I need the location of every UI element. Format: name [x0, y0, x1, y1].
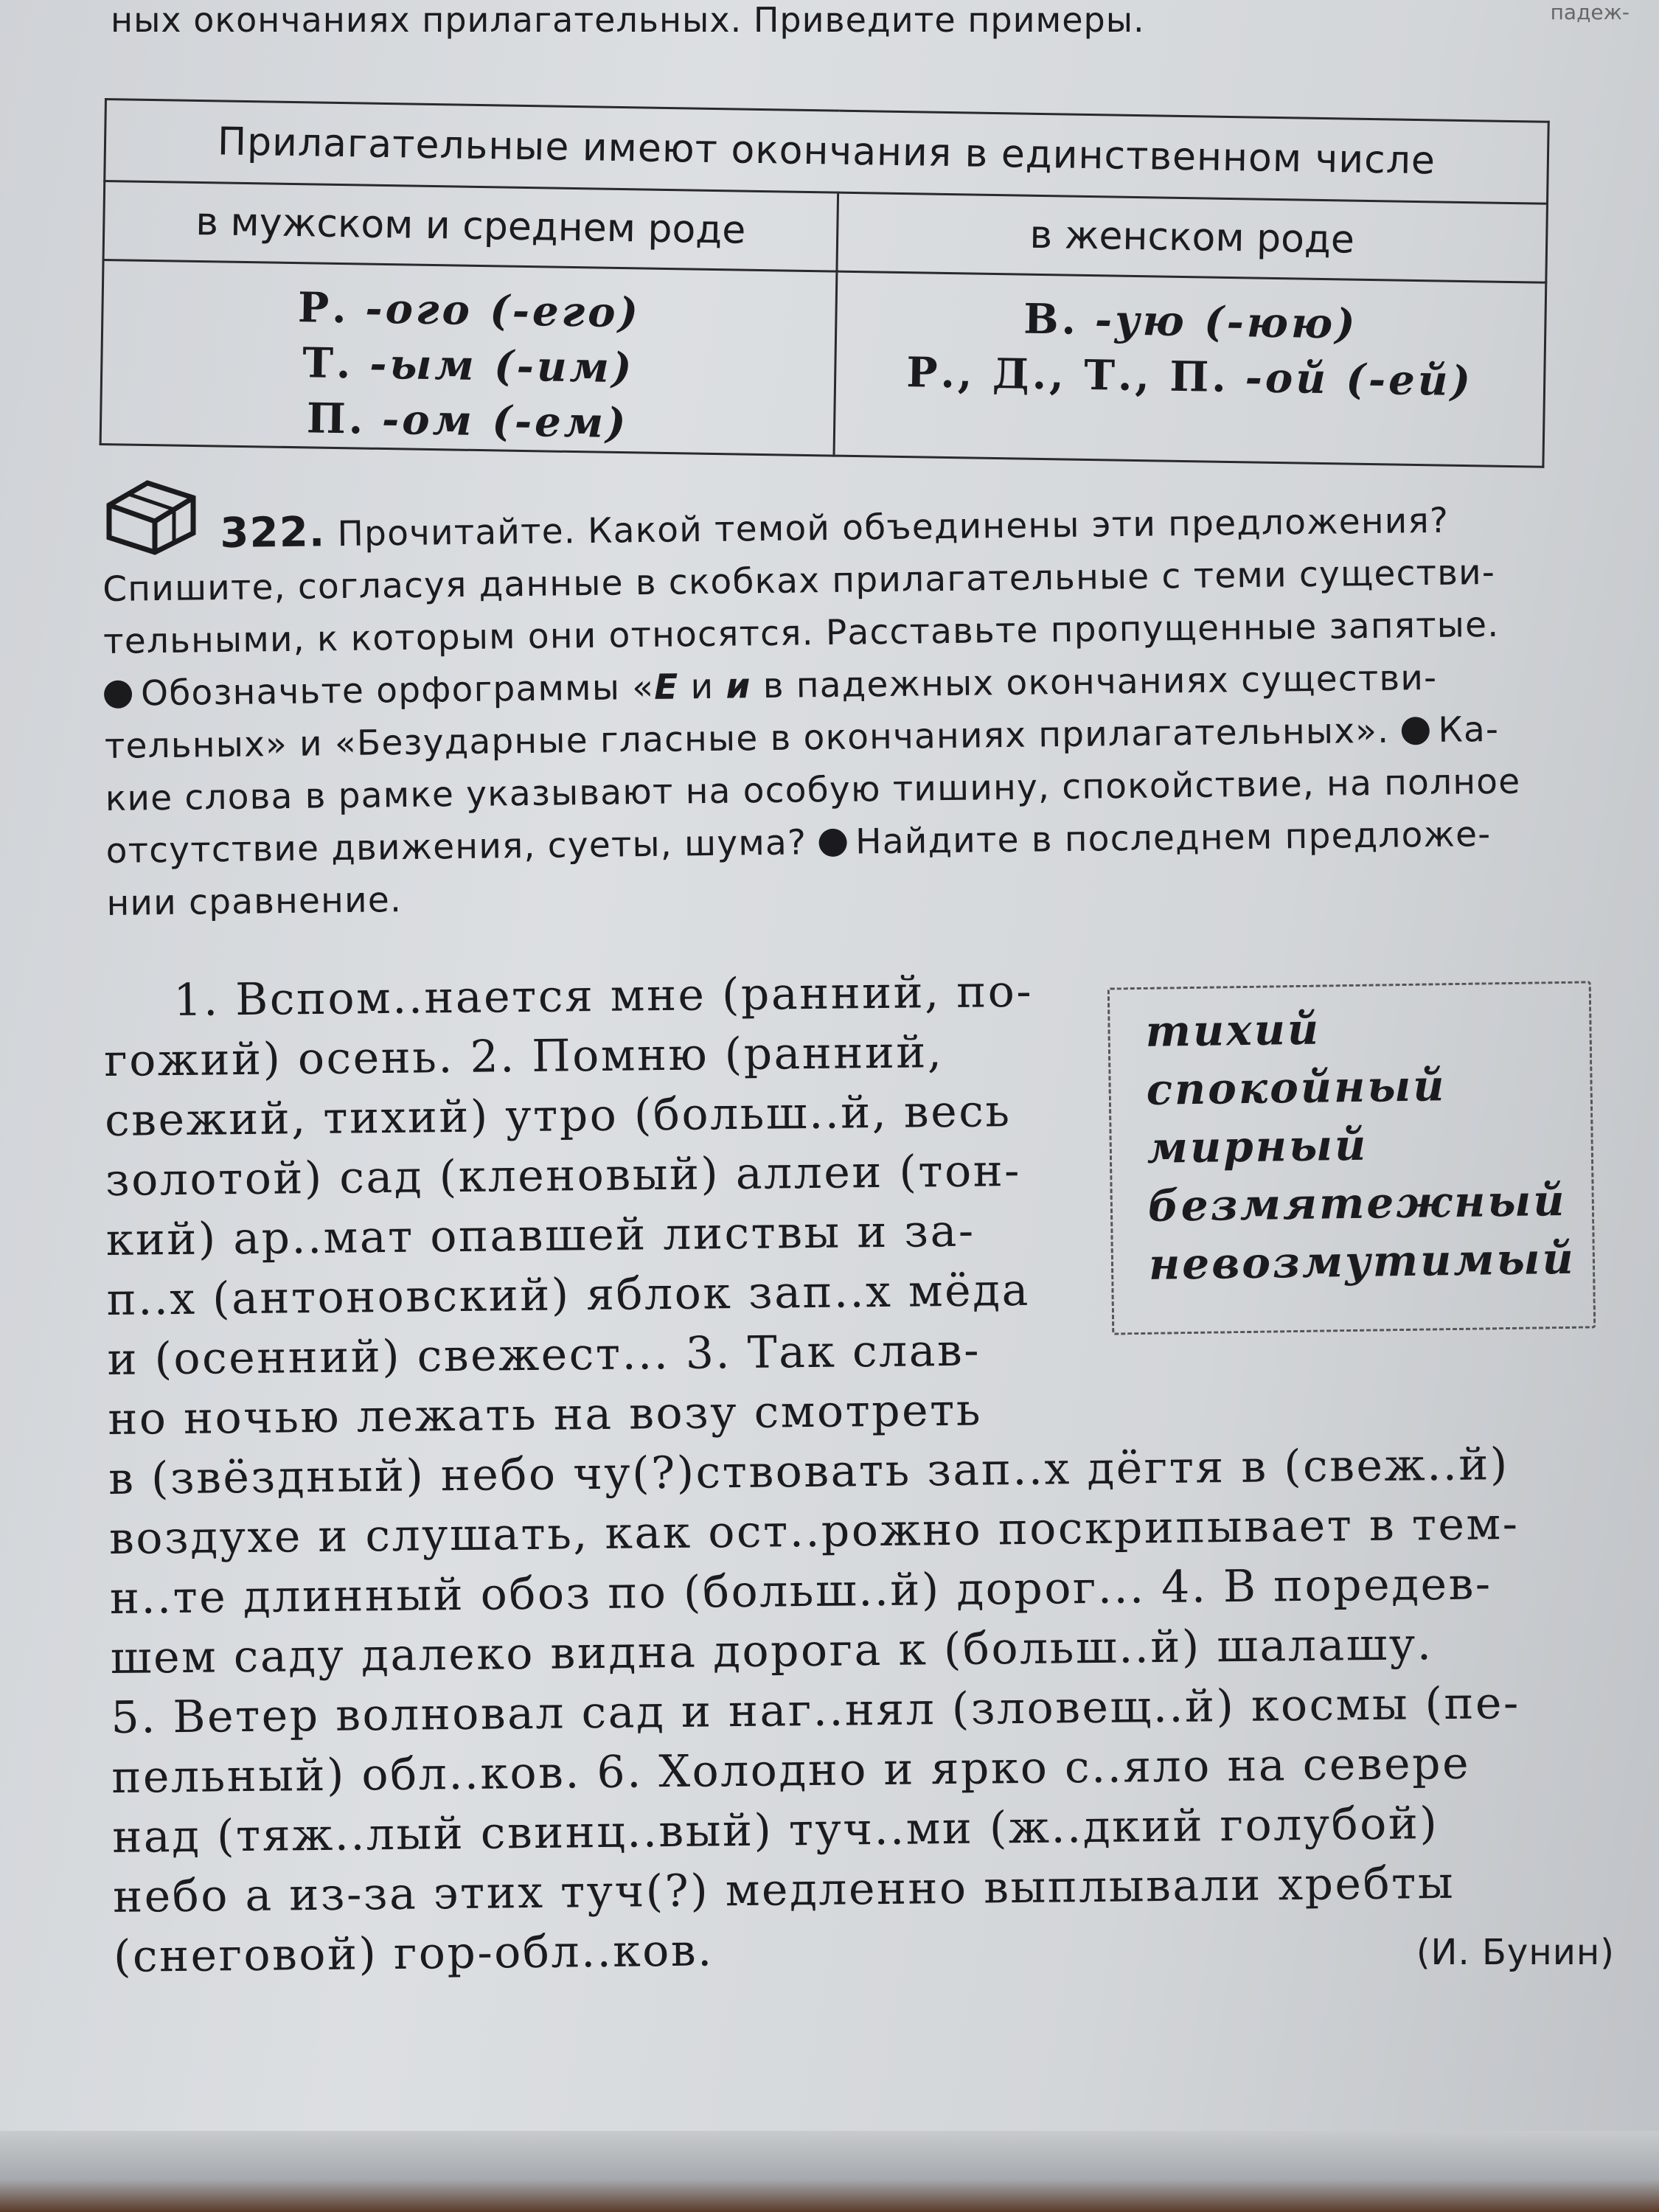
text-line: и (осенний) свежест... 3. Так слав-: [107, 1324, 981, 1385]
text-line: небо а из-за этих туч(?) медленно выплывали хребты: [112, 1857, 1455, 1923]
task-line: Спишите, согласуя данные в скобках прилагательные с теми существи-: [102, 552, 1496, 610]
task-line: Прочитайте. Какой темой объединены эти предложения?: [337, 500, 1450, 555]
word-box-item: мирный: [1147, 1119, 1368, 1173]
task-line: нии сравнение.: [106, 880, 403, 924]
text-line: гожий) осень. 2. Помню (ранний,: [103, 1026, 944, 1087]
word-box: [1107, 981, 1596, 1335]
text-line: п..х (антоновский) яблок зап..х мёда: [106, 1264, 1031, 1326]
text-line: кий) ар..мат опавшей листвы и за-: [105, 1205, 975, 1266]
text-line: (снеговой) гор-обл..ков.: [113, 1924, 714, 1983]
ending-row: Т. -ым (-им): [302, 338, 635, 393]
exercise-task: 322. Прочитайте. Какой темой объединены эти предложения? Спишите, согласуя данные в скобках прилагательные с теми существи- тельными, к которым они относятся. Расставьте пропущенные запятые. Обозначьте орфограммы «Е и и в падежных окончаниях существи- тельных» и «Безударные гласные в окончаниях прилагательных». Ка- кие слова в рамке указывают на особую тишину, спокойствие, на полное отсутствие движения, суеты, шума? Найдите в последнем предложе- нии сравнение.: [102, 491, 1582, 930]
word-box-item: невозмутимый: [1148, 1233, 1576, 1290]
column-header-fem: в женском роде: [837, 192, 1548, 282]
text-line: пельный) обл..ков. 6. Холодно и ярко с..яло на севере: [111, 1737, 1471, 1804]
text-line: шем саду далеко видна дорога к (больш..й) шалашу.: [110, 1618, 1433, 1684]
column-header-masc-neut: в мужском и среднем роде: [103, 181, 838, 272]
author: (И. Бунин): [1416, 1932, 1615, 1973]
exercise-number: 322.: [220, 508, 326, 558]
text-line: в (звёздный) небо чу(?)ствовать зап..х дёгтя в (свеж..й): [108, 1439, 1510, 1505]
ending-row: Р. -ого (-его): [297, 283, 641, 338]
text-line: воздухе и слушать, как ост..рожно поскрипывает в тем-: [108, 1498, 1520, 1565]
table-header: Прилагательные имеют окончания в единственном числе: [105, 100, 1549, 204]
ending-row: Р., Д., Т., П. -ой (-ей): [905, 348, 1474, 406]
text-line: свежий, тихий) утро (больш..й, весь: [104, 1085, 1012, 1147]
task-line: тельными, к которым они относятся. Расставьте пропущенные запятые.: [102, 604, 1500, 662]
ending-row: П. -ом (-ем): [306, 394, 629, 448]
ending-row: В. -ую (-юю): [1023, 294, 1359, 349]
word-box-item: тихий: [1145, 1004, 1321, 1057]
text-line: 5. Ветер волновал сад и наг..нял (зловещ..й) космы (пе-: [111, 1677, 1521, 1744]
corner-text: падеж-: [1550, 0, 1630, 24]
text-line: 1. Вспом..нается мне (ранний, по-: [173, 965, 1034, 1027]
fem-endings: [834, 271, 1546, 467]
text-line: золотой) сад (кленовый) аллеи (тон-: [105, 1144, 1022, 1206]
endings-table: [100, 98, 1550, 468]
top-text: ных окончаниях прилагательных. Приведите примеры.: [111, 0, 1145, 40]
bullet-icon: [1401, 717, 1429, 745]
text-line: но ночью лежать на возу смотреть: [107, 1384, 983, 1445]
task-line: кие слова в рамке указывают на особую тишину, спокойствие, на полное: [105, 761, 1521, 819]
page-bottom-edge: [0, 2131, 1659, 2212]
bullet-icon: [818, 829, 846, 857]
text-line: н..те длинный обоз по (больш..й) дорог... 4. В поредев-: [109, 1558, 1492, 1624]
masc-neut-endings: [100, 260, 837, 456]
text-line: над (тяж..лый свинц..вый) туч..ми (ж..дкий голубой): [111, 1798, 1439, 1863]
word-box-item: безмятежный: [1147, 1175, 1567, 1231]
word-box-item: спокойный: [1146, 1060, 1447, 1115]
bullet-icon: [104, 681, 132, 709]
